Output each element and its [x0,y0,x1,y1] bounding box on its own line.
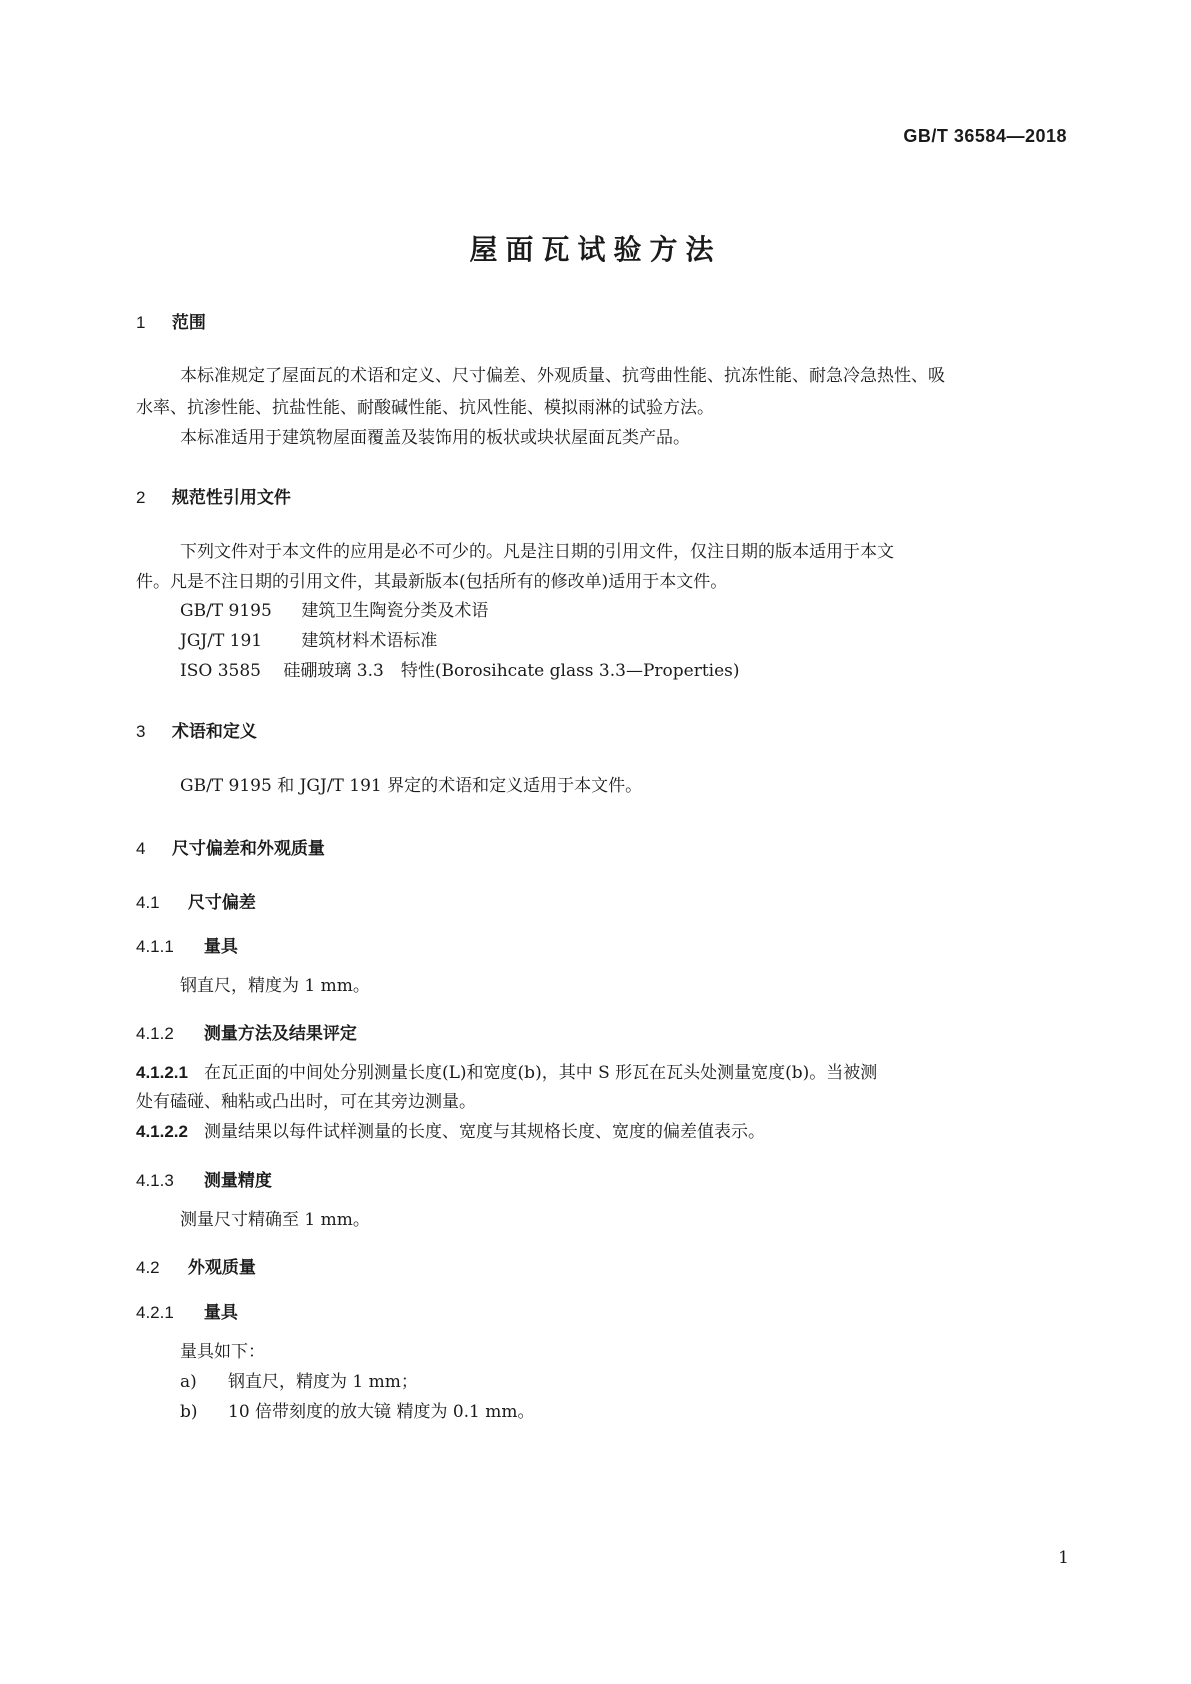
reference-code: GB/T 9195 [180,601,272,621]
section-3-paragraph-1: GB/T 9195 和 JGJ/T 191 界定的术语和定义适用于本文件。 [180,776,643,796]
section-number: 4.1.1 [136,937,174,956]
section-title: 规范性引用文件 [171,488,291,508]
section-4-heading [136,834,325,859]
clause-text: 在瓦正面的中间处分别测量长度(L)和宽度(b)，其中 S 形瓦在瓦头处测量宽度(b)。当被测 [204,1063,878,1083]
section-1-paragraph-2: 本标准适用于建筑物屋面覆盖及装饰用的板状或块状屋面瓦类产品。 [180,428,690,448]
section-2-paragraph-1-line-2: 件。凡是不注日期的引用文件，其最新版本(包括所有的修改单)适用于本文件。 [136,572,728,592]
clause-text: 测量结果以每件试样测量的长度、宽度与其规格长度、宽度的偏差值表示。 [204,1122,765,1142]
clause-4-1-2-2 [136,1116,1056,1148]
clause-4-1-2-1-line-2: 处有磕碰、釉粘或凸出时，可在其旁边测量。 [136,1092,476,1112]
section-title: 范围 [171,313,206,333]
section-4-1-3-paragraph: 测量尺寸精确至 1 mm。 [180,1210,370,1230]
clause-number: 4.1.2.1 [136,1063,188,1082]
list-item-text: 10 倍带刻度的放大镜 精度为 0.1 mm。 [228,1402,535,1422]
list-item [180,1366,1100,1398]
section-title: 量具 [203,937,238,957]
reference-item [180,655,1100,687]
standard-code: GB/T 36584—2018 [903,126,1067,146]
section-title: 测量精度 [203,1171,272,1191]
section-4-1-3-heading [136,1166,272,1191]
section-4-1-1-heading [136,932,238,957]
list-marker: a) [180,1372,197,1392]
section-number: 4.2.1 [136,1303,174,1322]
clause-number: 4.1.2.2 [136,1122,188,1141]
section-title: 尺寸偏差 [187,893,256,913]
clause-4-1-2-1-line-1 [136,1057,1056,1089]
section-number: 2 [136,488,146,507]
list-item-text: 钢直尺，精度为 1 mm； [228,1372,418,1392]
section-number: 1 [136,313,146,332]
section-4-1-1-paragraph: 钢直尺，精度为 1 mm。 [180,976,370,996]
reference-name: 建筑材料术语标准 [301,631,438,651]
section-2-heading [136,483,291,508]
section-4-2-1-intro: 量具如下： [180,1342,265,1362]
section-4-1-heading [136,888,256,913]
document-title: 屋面瓦试验方法 [469,233,722,266]
section-title: 尺寸偏差和外观质量 [171,839,325,859]
section-4-1-2-heading [136,1019,357,1044]
section-3-heading [136,717,257,742]
section-number: 3 [136,722,146,741]
section-number: 4.1.2 [136,1024,174,1043]
section-title: 术语和定义 [171,722,257,742]
list-marker: b) [180,1402,198,1422]
section-number: 4.2 [136,1258,160,1277]
reference-item [180,595,1100,627]
section-1-paragraph-1-line-1: 本标准规定了屋面瓦的术语和定义、尺寸偏差、外观质量、抗弯曲性能、抗冻性能、耐急冷急热性、吸 [180,366,945,386]
section-1-paragraph-1-line-2: 水率、抗渗性能、抗盐性能、耐酸碱性能、抗风性能、模拟雨淋的试验方法。 [136,398,714,418]
section-number: 4.1 [136,893,160,912]
reference-item [180,625,1100,657]
reference-name: 硅硼玻璃 3.3 特性(Borosihcate glass 3.3—Properties) [283,661,740,681]
section-2-paragraph-1-line-1: 下列文件对于本文件的应用是必不可少的。凡是注日期的引用文件，仅注日期的版本适用于本文 [180,542,894,562]
section-number: 4 [136,839,146,858]
section-title: 外观质量 [187,1258,256,1278]
section-4-2-1-heading [136,1298,238,1323]
reference-code: JGJ/T 191 [180,631,263,651]
section-title: 量具 [203,1303,238,1323]
section-number: 4.1.3 [136,1171,174,1190]
section-1-heading [136,308,206,333]
reference-name: 建筑卫生陶瓷分类及术语 [301,601,489,621]
list-item [180,1396,1100,1428]
page-number: 1 [1058,1548,1069,1568]
section-4-2-heading [136,1253,256,1278]
reference-code: ISO 3585 [180,661,261,681]
section-title: 测量方法及结果评定 [203,1024,357,1044]
